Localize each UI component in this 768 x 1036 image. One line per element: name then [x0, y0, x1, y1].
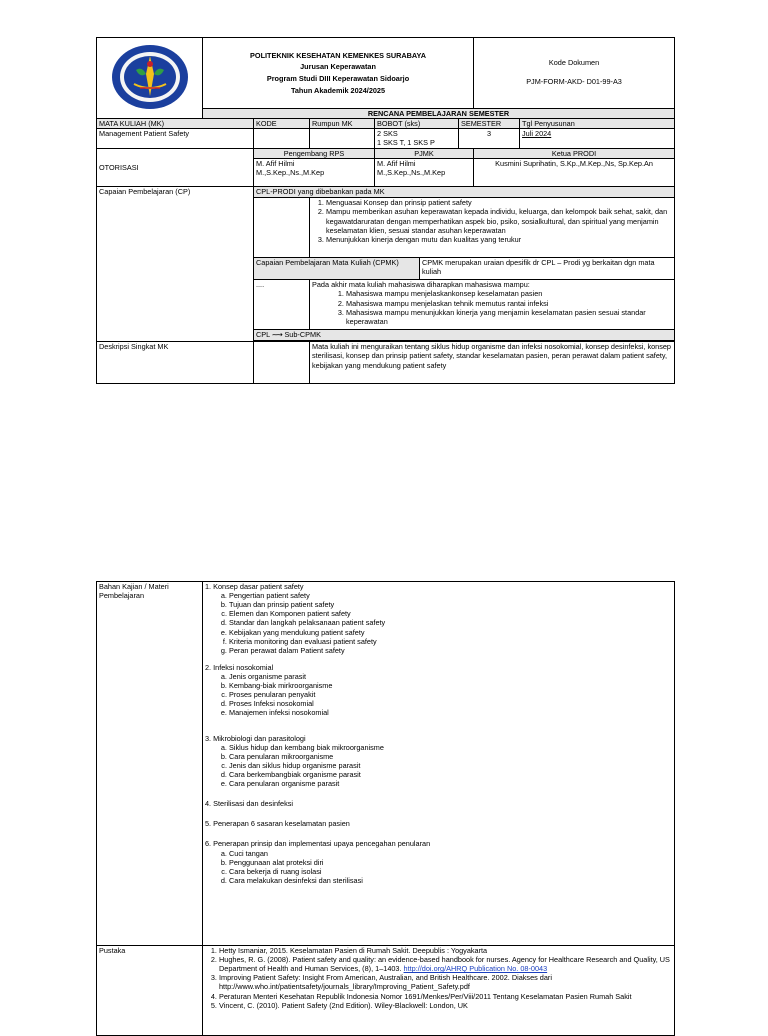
- section-item: c. Cara bekerja di ruang isolasi: [229, 867, 672, 876]
- cpmk-item: 2. Mahasiswa mampu menjelaskan tehnik memutus rantai infeksi: [346, 299, 672, 308]
- col-semester: SEMESTER: [459, 119, 520, 129]
- bahan-label-line-2: Pembelajaran: [99, 591, 145, 601]
- col-bobot: BOBOT (sks): [375, 119, 459, 129]
- bahan-section: 5. Penerapan 6 sasaran keselamatan pasien: [205, 819, 350, 829]
- cpl-header: CPL-PRODI yang dibebankan pada MK: [254, 187, 675, 198]
- pustaka-text: Hetty Ismaniar, 2015. Keselamatan Pasien di Rumah Sakit. Deepublis : Yogyakarta: [219, 946, 488, 955]
- bahan-content: [203, 582, 675, 946]
- cpmk-item: 3. Mahasiswa mampu menunjukkan kinerja yang menjamin keselamatan pasien sesuai standar keperawatan: [346, 308, 672, 326]
- cpl-item: 1. Menguasai Konsep dan prinsip patient safety: [326, 198, 672, 207]
- otorisasi-label: OTORISASI: [97, 149, 254, 187]
- section-item: e. Kebijakan yang mendukung patient safety: [229, 628, 672, 637]
- pustaka-item: [219, 1001, 672, 1010]
- section-item: b. Kembang-biak mirkroorganisme: [229, 681, 672, 690]
- pustaka-item: [219, 955, 672, 973]
- section-item: e. Manajemen infeksi nosokomial: [229, 708, 672, 717]
- logo-cell: [97, 38, 203, 119]
- pengembang-name-line-1: M. Afif Hilmi: [256, 159, 295, 169]
- section-item: f. Kriteria monitoring dan evaluasi patient safety: [229, 637, 672, 646]
- pustaka-item: [219, 946, 672, 955]
- pustaka-text: Peraturan Menteri Kesehatan Republik Indonesia Nomor 1691/Menkes/Per/Viii/2011 Tentang Keselamatan Pasien Rumah Sakit: [219, 991, 632, 1001]
- col-kaprodi: Ketua PRODI: [474, 149, 675, 159]
- deskripsi-text: Mata kuliah ini menguraikan tentang siklus hidup organisme dan infeksi nosokomial, konsep desinfeksi, konsep sterilisasi, konsep dan prinsip patient safety, standar keselamatan pasien, peran perawat dalam patient safety, kebijakan yang mendukung patient safety: [310, 342, 675, 384]
- bobot-detail: 1 SKS T, 1 SKS P: [377, 138, 435, 148]
- rps-title: RENCANA PEMBELAJARAN SEMESTER: [203, 109, 675, 119]
- pustaka-item: [219, 973, 672, 991]
- mk-rumpun: [310, 129, 375, 149]
- tgl-value: Juli 2024: [522, 129, 552, 139]
- section-item: a. Siklus hidup dan kembang biak mikroorganisme: [229, 743, 672, 752]
- doc-code-cell: [474, 38, 675, 109]
- section-item: e. Cara penularan organisme parasit: [229, 779, 672, 788]
- bahan-section: [205, 663, 672, 718]
- pustaka-text: Improving Patient Safety: Insight From American, Australian, and British Healthcare. 2002. Diakses dari http://www.who.int/patientsafety/journals_library/Improving_Patient_Safety.pdf: [219, 973, 552, 992]
- cpl-gutter: [254, 198, 310, 258]
- academic-year: Tahun Akademik 2024/2025: [290, 85, 386, 95]
- section-item: b. Cara penularan mikroorganisme: [229, 752, 672, 761]
- mk-kode: [254, 129, 310, 149]
- bobot-total: 2 SKS: [377, 129, 398, 139]
- cpmk-desc: CPMK merupakan uraian dpesifik dr CPL – Prodi yg berkaitan dgn mata kuliah: [420, 258, 675, 280]
- subcpmk-label: CPL ⟿ Sub-CPMK: [254, 330, 675, 341]
- deskripsi-gutter: [254, 342, 310, 384]
- pjmk-name: [375, 159, 474, 187]
- col-mata-kuliah: MATA KULIAH (MK): [97, 119, 254, 129]
- bahan-label: [97, 582, 203, 946]
- col-pjmk: PJMK: [375, 149, 474, 159]
- bahan-table: [96, 581, 675, 1036]
- section-item: d. Cara melakukan desinfeksi dan sterilisasi: [229, 876, 672, 885]
- institution-name: POLITEKNIK KESEHATAN KEMENKES SURABAYA: [250, 50, 426, 60]
- section-item: g. Peran perawat dalam Patient safety: [229, 646, 672, 655]
- col-kode: KODE: [254, 119, 310, 129]
- header-table: [96, 37, 675, 384]
- section-item: b. Penggunaan alat proteksi diri: [229, 858, 672, 867]
- section-item: d. Standar dan langkah pelaksanaan patient safety: [229, 618, 672, 627]
- mk-name: Management Patient Safety: [97, 129, 254, 149]
- cpmk-marker: ....: [254, 280, 310, 330]
- cpl-item: 2. Mampu memberikan asuhan keperawatan kepada individu, keluarga, dan kelompok baik sehat, sakit, dan kegawatdaruratan dengan memperhatikan aspek bio, psiko, sosialkultural, dan spiritual yang menjamin keselamatan klien, sesuai standar asuhan keperawatan: [326, 207, 672, 234]
- pustaka-text: Vincent, C. (2010). Patient Safety (2nd Edition). Wiley-Blackwell: London, UK: [219, 1000, 468, 1010]
- cpmk-item: 1. Mahasiswa mampu menjelaskankonsep keselamatan pasien: [346, 289, 672, 298]
- section-title: 6. Penerapan prinsip dan implementasi upaya pencegahan penularan: [205, 839, 431, 849]
- section-title: 3. Mikrobiologi dan parasitologi: [205, 733, 306, 743]
- rps-page-1: [96, 37, 674, 384]
- mk-tgl: [520, 129, 675, 149]
- pengembang-name-line-2: M.,S.Kep.,Ns.,M.Kep: [256, 168, 325, 178]
- section-title: 1. Konsep dasar patient safety: [205, 582, 304, 591]
- pjmk-name-line-1: M. Afif Hilmi: [377, 159, 416, 169]
- pustaka-doi-link[interactable]: http://doi.org/AHRQ Publication No. 08-0043: [403, 964, 548, 974]
- cp-label: Capaian Pembelajaran (CP): [97, 187, 254, 342]
- section-item: a. Jenis organisme parasit: [229, 672, 672, 681]
- program-name: Program Studi DIII Keperawatan Sidoarjo: [266, 74, 410, 83]
- department-name: Jurusan Keperawatan: [300, 62, 376, 72]
- bahan-section: [205, 734, 672, 789]
- section-title: 2. Infeksi nosokomial: [205, 662, 274, 672]
- bahan-section: 4. Sterilisasi dan desinfeksi: [205, 799, 294, 809]
- rps-page-2: [96, 581, 674, 1036]
- mk-semester: 3: [459, 129, 520, 149]
- pustaka-content: [203, 946, 675, 1036]
- bahan-label-line-1: Bahan Kajian / Materi: [99, 582, 169, 591]
- section-item: c. Jenis dan siklus hidup organisme parasit: [229, 761, 672, 770]
- section-item: b. Tujuan dan prinsip patient safety: [229, 600, 672, 609]
- pengembang-name: [254, 159, 375, 187]
- cpl-item: 3. Menunjukkan kinerja dengan mutu dan kualitas yang terukur: [326, 235, 672, 244]
- bahan-section: [205, 582, 672, 655]
- pjmk-name-line-2: M.,S.Kep.,Ns.,M.Kep: [377, 168, 446, 178]
- col-pengembang: Pengembang RPS: [254, 149, 375, 159]
- col-rumpun: Rumpun MK: [310, 119, 375, 129]
- institution-header: [203, 38, 474, 109]
- cpmk-intro: Pada akhir mata kuliah mahasiswa diharapkan mahasiswa mampu:: [312, 280, 530, 290]
- cpl-list: [310, 198, 675, 258]
- section-item: d. Proses Infeksi nosokomial: [229, 699, 672, 708]
- section-item: c. Proses penularan penyakit: [229, 690, 672, 699]
- poltekkes-logo: [110, 44, 190, 110]
- doc-code-label: Kode Dokumen: [548, 58, 600, 68]
- mk-bobot: [375, 129, 459, 149]
- kaprodi-name: Kusmini Suprihatin, S.Kp.,M.Kep.,Ns, Sp.Kep.An: [474, 159, 675, 187]
- pustaka-item: [219, 992, 672, 1001]
- cpmk-label: Capaian Pembelajaran Mata Kuliah (CPMK): [254, 258, 420, 280]
- col-tgl-penyusunan: Tgl Penyusunan: [520, 119, 675, 129]
- section-item: a. Pengertian patient safety: [229, 591, 672, 600]
- pustaka-text: Hughes, R. G. (2008). Patient safety and quality: an evidence-based handbook for nurses. Agency for Healthcare Research and Quality, US Department of Health and Human Services, (8), 1–1403.: [219, 955, 670, 974]
- pustaka-label: Pustaka: [97, 946, 203, 1036]
- section-item: a. Cuci tangan: [229, 849, 672, 858]
- doc-code: PJM-FORM-AKD- D01-99-A3: [526, 77, 622, 86]
- deskripsi-label: Deskripsi Singkat MK: [97, 342, 254, 384]
- section-item: c. Elemen dan Komponen patient safety: [229, 609, 672, 618]
- section-item: d. Cara berkembangbiak organisme parasit: [229, 770, 672, 779]
- bahan-section: [205, 839, 672, 885]
- cpmk-list: [310, 280, 675, 330]
